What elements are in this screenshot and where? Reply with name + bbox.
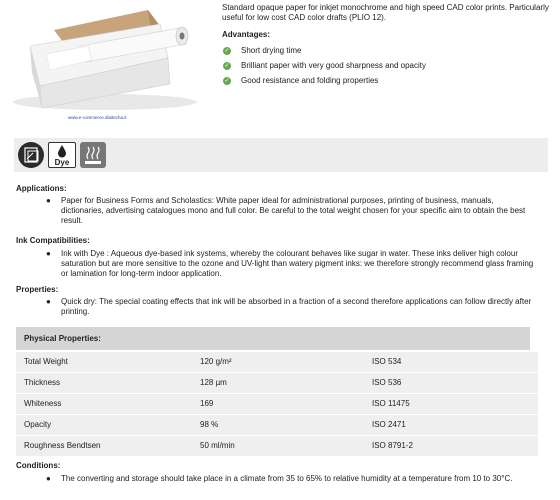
product-image bbox=[10, 2, 200, 114]
advantages-list bbox=[222, 43, 552, 88]
property-value: 169 bbox=[192, 394, 368, 414]
property-value: 128 µm bbox=[192, 373, 368, 393]
bullet-dot: ● bbox=[46, 196, 51, 205]
table-row bbox=[16, 373, 530, 393]
table-row bbox=[16, 415, 530, 435]
advantage-text: Short drying time bbox=[241, 46, 302, 55]
property-standard: ISO 11475 bbox=[364, 394, 538, 414]
plotter-icon bbox=[18, 142, 44, 168]
conditions-bullet bbox=[36, 474, 536, 484]
heat-icon bbox=[80, 142, 106, 168]
property-standard: ISO 536 bbox=[364, 373, 538, 393]
property-standard: ISO 8791-2 bbox=[364, 436, 538, 456]
advantage-item bbox=[222, 43, 552, 58]
table-row bbox=[16, 394, 530, 414]
bullet-dot: ● bbox=[46, 297, 51, 306]
ink-heading: Ink Compatibilities: bbox=[16, 236, 90, 245]
check-icon: ✓ bbox=[224, 62, 230, 69]
conditions-heading: Conditions: bbox=[16, 461, 61, 470]
property-name: Opacity bbox=[16, 415, 196, 435]
feature-icon-bar bbox=[14, 138, 548, 172]
advantage-item bbox=[222, 58, 552, 73]
check-icon: ✓ bbox=[224, 47, 230, 54]
applications-bullet bbox=[36, 196, 536, 226]
physical-properties-heading: Physical Properties: bbox=[24, 334, 101, 343]
table-row bbox=[16, 436, 530, 456]
properties-text: Quick dry: The special coating effects that ink will be absorbed in a fraction of a second therefore applications can follow directly after printing. bbox=[61, 297, 532, 316]
conditions-text: The converting and storage should take place in a climate from 35 to 65% to relative humidity at a temperature from 10 to 30°C. bbox=[61, 474, 513, 483]
property-value: 120 g/m² bbox=[192, 352, 368, 372]
advantages-heading: Advantages: bbox=[222, 30, 271, 39]
property-value: 98 % bbox=[192, 415, 368, 435]
properties-bullet bbox=[36, 297, 536, 317]
check-icon: ✓ bbox=[224, 77, 230, 84]
applications-heading: Applications: bbox=[16, 184, 67, 193]
properties-heading: Properties: bbox=[16, 285, 59, 294]
ink-text: Ink with Dye : Aqueous dye-based ink systems, whereby the colourant behaves like sugar in water. These inks deliver high colour saturation but are more sensitive to the ozone and UV-light than watery pigment inks: we therefore strongly recommend glass framing or lamination for long-term indoor application. bbox=[61, 249, 534, 278]
applications-text: Paper for Business Forms and Scholastics: White paper ideal for administrational purposes, printing of business, manuals, dictionaries, advertising catalogues mono and full color. Be careful to the total weight chosen for your specific aim to obtain the best result. bbox=[61, 196, 526, 225]
product-url-caption: www.e-commerce.dlaitecha.it bbox=[68, 115, 127, 120]
property-standard: ISO 534 bbox=[364, 352, 538, 372]
physical-properties-header bbox=[16, 327, 530, 350]
advantage-text: Good resistance and folding properties bbox=[241, 76, 379, 85]
dye-label: Dye bbox=[54, 158, 70, 167]
property-value: 50 ml/min bbox=[192, 436, 368, 456]
property-standard: ISO 2471 bbox=[364, 415, 538, 435]
advantage-item bbox=[222, 73, 552, 88]
property-name: Roughness Bendtsen bbox=[16, 436, 196, 456]
property-name: Whiteness bbox=[16, 394, 196, 414]
ink-bullet bbox=[36, 249, 536, 279]
property-name: Total Weight bbox=[16, 352, 196, 372]
table-row bbox=[16, 352, 530, 372]
advantage-text: Brilliant paper with very good sharpness and opacity bbox=[241, 61, 426, 70]
dye-ink-icon bbox=[48, 142, 76, 168]
bullet-dot: ● bbox=[46, 249, 51, 258]
property-name: Thickness bbox=[16, 373, 196, 393]
product-description: Standard opaque paper for inkjet monochrome and high speed CAD color prints. Particularly useful for low cost CAD color drafts (PLIO 12). bbox=[222, 3, 549, 22]
bullet-dot: ● bbox=[46, 474, 51, 483]
